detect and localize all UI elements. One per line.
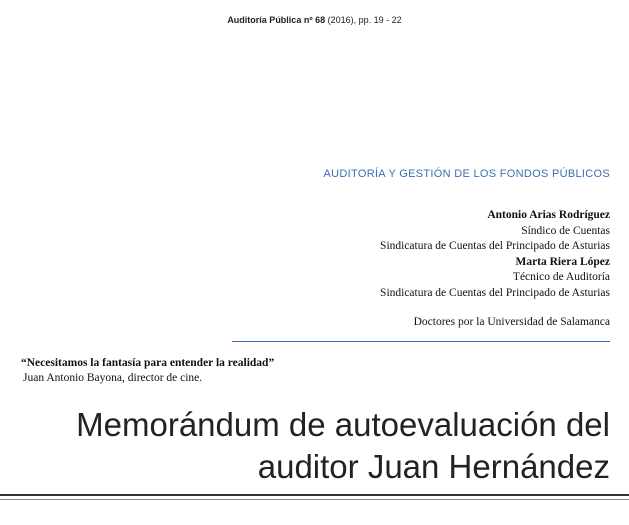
journal-name: Auditoría Pública nº 68 bbox=[227, 15, 326, 25]
article-title-line-1: Memorándum de autoevaluación del bbox=[76, 406, 610, 443]
author-name-1: Antonio Arias Rodríguez bbox=[487, 209, 610, 221]
author-block bbox=[380, 208, 610, 301]
affiliation-note: Doctores por la Universidad de Salamanca bbox=[413, 316, 610, 328]
author-institution-2: Sindicatura de Cuentas del Principado de Asturias bbox=[380, 286, 610, 299]
author-role-2: Técnico de Auditoría bbox=[512, 271, 610, 283]
journal-citation: (2016), pp. 19 - 22 bbox=[325, 15, 402, 25]
epigraph-quote: “Necesitamos la fantasía para entender la realidad” bbox=[21, 357, 275, 369]
author-institution-1: Sindicatura de Cuentas del Principado de Asturias bbox=[380, 240, 610, 252]
article-title bbox=[76, 404, 610, 488]
section-divider bbox=[232, 341, 610, 342]
article-title-line-2: auditor Juan Hernández bbox=[257, 448, 610, 485]
author-name-2: Marta Riera López bbox=[515, 255, 610, 268]
journal-header bbox=[0, 15, 629, 25]
section-title: AUDITORÍA Y GESTIÓN DE LOS FONDOS PÚBLICOS bbox=[323, 168, 610, 180]
epigraph bbox=[21, 356, 274, 386]
bottom-rule-thick bbox=[0, 494, 629, 496]
author-role-1: Síndico de Cuentas bbox=[521, 224, 610, 237]
bottom-rule-thin bbox=[0, 499, 629, 500]
epigraph-attribution: Juan Antonio Bayona, director de cine. bbox=[23, 372, 203, 384]
